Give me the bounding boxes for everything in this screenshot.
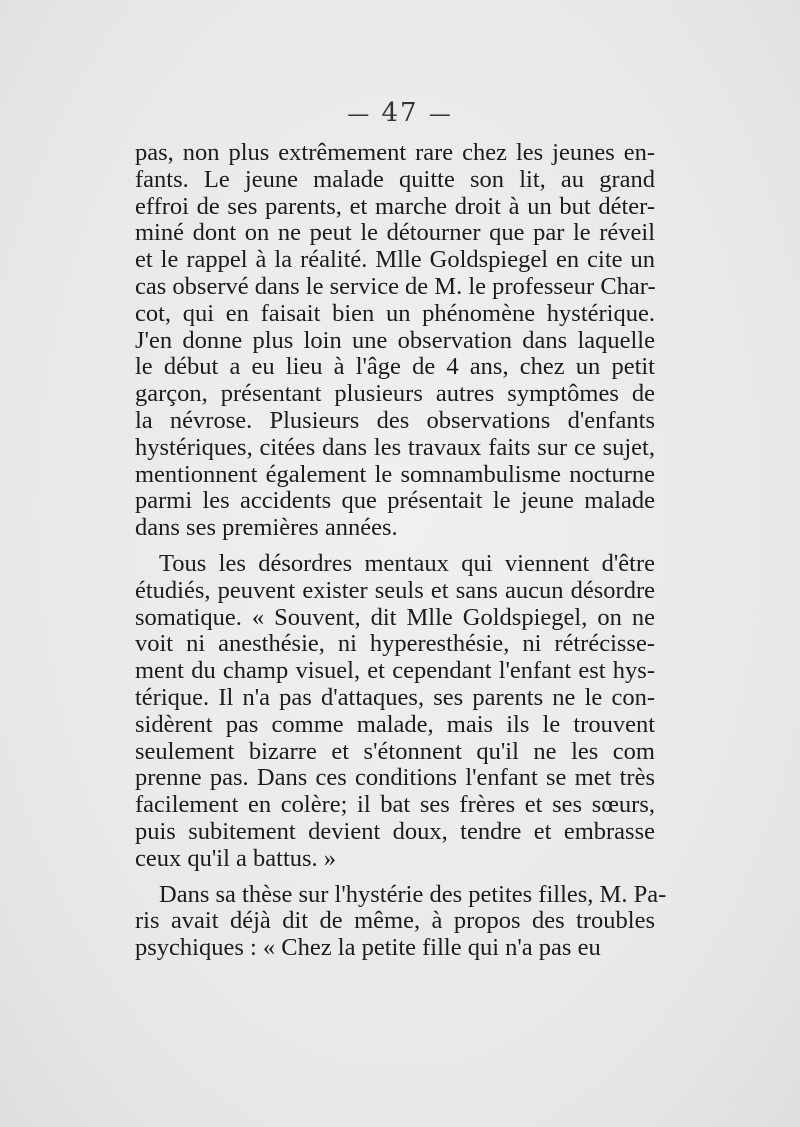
text-line: cot, qui en faisait bien un phénomène hystérique. [135,299,655,327]
text-line: ris avait déjà dit de même, à propos des troubles [135,907,655,935]
text-line: garçon, présentant plusieurs autres symptômes de [135,380,655,408]
text-line: fants. Le jeune malade quitte son lit, au grand [135,165,655,193]
folio-dash-left: — [347,102,372,127]
text-line: miné dont on ne peut le détourner que par le réveil [135,219,655,247]
text-line: puis subitement devient doux, tendre et embrasse [135,817,655,845]
text-line: pas, non plus extrêmement rare chez les jeunes en- [135,139,655,166]
paragraph [135,140,655,542]
text-line: térique. Il n'a pas d'attaques, ses parents ne le con- [135,683,655,711]
text-line: voit ni anesthésie, ni hyperesthésie, ni rétrécisse- [135,630,655,658]
text-line: étudiés, peuvent exister seuls et sans aucun désordre [135,576,655,604]
text-line: parmi les accidents que présentait le jeune malade [135,487,655,515]
text-line: la névrose. Plusieurs des observations d'enfants [135,406,655,434]
text-line: le début a eu lieu à l'âge de 4 ans, chez un petit [135,353,655,381]
text-line: effroi de ses parents, et marche droit à un but déter- [135,192,655,220]
text-line: dans ses premières années. [135,514,398,542]
text-line: J'en donne plus loin une observation dans laquelle [135,326,655,354]
text-line: somatique. « Souvent, dit Mlle Goldspiegel, on ne [135,603,655,631]
text-line: Dans sa thèse sur l'hystérie des petites filles, M. Pa- [159,880,667,908]
text-line: hystériques, citées dans les travaux faits sur ce sujet, [135,433,655,461]
text-line: Tous les désordres mentaux qui viennent d'être [159,549,655,577]
paragraph [135,551,655,873]
paragraph [135,880,667,962]
text-line: sidèrent pas comme malade, mais ils le trouvent [135,710,655,738]
text-line: cas observé dans le service de M. le professeur Char- [135,272,656,300]
text-line: psychiques : « Chez la petite fille qui n'a pas eu [135,934,601,962]
body-text [135,139,667,962]
text-line: facilement en colère; il bat ses frères et ses sœurs, [135,791,655,819]
text-line: mentionnent également le somnambulisme nocturne [135,460,655,488]
text-line: ceux qu'il a battus. » [135,844,337,872]
page-number: 47 [381,98,419,128]
text-line: prenne pas. Dans ces conditions l'enfant se met très [135,764,655,792]
text-line: ment du champ visuel, et cependant l'enfant est hys- [135,657,655,685]
page-folio [0,98,800,128]
text-line: seulement bizarre et s'étonnent qu'il ne les com [135,737,655,765]
text-line: et le rappel à la réalité. Mlle Goldspiegel en cite un [135,246,655,274]
folio-dash-right: — [428,102,453,127]
